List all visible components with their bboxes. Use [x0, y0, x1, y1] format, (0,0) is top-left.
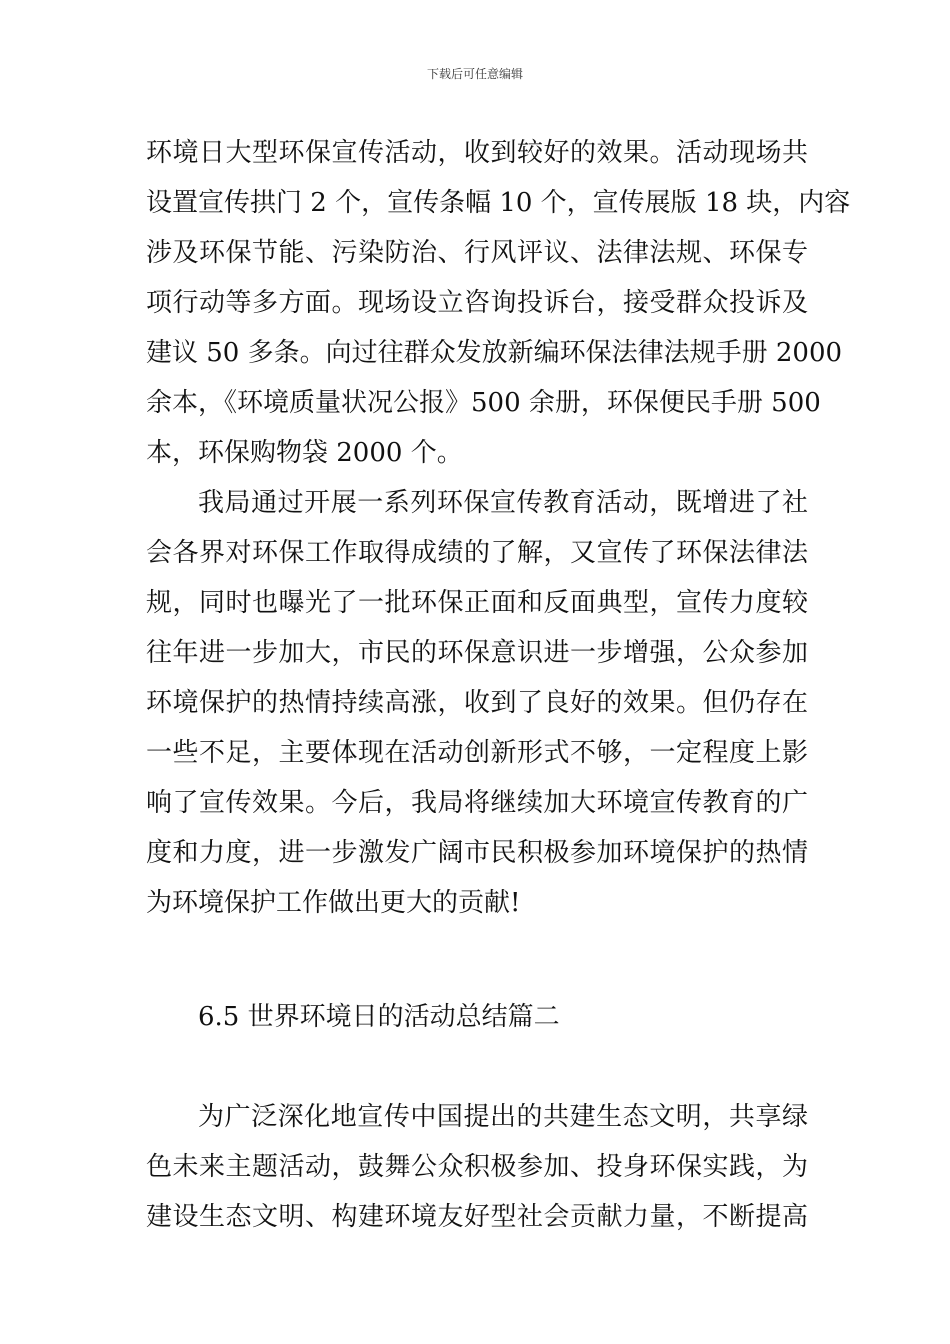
paragraph-3: [146, 1092, 808, 1242]
paragraph-line: 建设生态文明、构建环境友好型社会贡献力量，不断提高: [146, 1202, 808, 1232]
paragraph-1: [146, 128, 851, 478]
paragraph-line: 环境日大型环保宣传活动，收到较好的效果。活动现场共: [146, 138, 808, 168]
paragraph-line: 为广泛深化地宣传中国提出的共建生态文明，共享绿: [198, 1102, 808, 1132]
paragraph-line: 项行动等多方面。现场设立咨询投诉台，接受群众投诉及: [146, 288, 808, 318]
paragraph-line: 本，环保购物袋 2000 个。: [146, 438, 463, 468]
paragraph-line: 涉及环保节能、污染防治、行风评议、法律法规、环保专: [146, 238, 808, 268]
paragraph-line: 余本，《环境质量状况公报》500 余册，环保便民手册 500: [146, 388, 821, 418]
paragraph-line: 规，同时也曝光了一批环保正面和反面典型，宣传力度较: [146, 588, 808, 618]
paragraph-line: 设置宣传拱门 2 个，宣传条幅 10 个，宣传展版 18 块，内容: [146, 188, 851, 218]
paragraph-line: 会各界对环保工作取得成绩的了解，又宣传了环保法律法: [146, 538, 808, 568]
section-heading: 6.5 世界环境日的活动总结篇二: [198, 1002, 560, 1032]
paragraph-line: 往年进一步加大，市民的环保意识进一步增强，公众参加: [146, 638, 808, 668]
page-header-note: 下载后可任意编辑: [426, 67, 523, 81]
spacer: [146, 1042, 808, 1092]
paragraph-line: 环境保护的热情持续高涨，收到了良好的效果。但仍存在: [146, 688, 808, 718]
paragraph-line: 色未来主题活动，鼓舞公众积极参加、投身环保实践，为: [146, 1152, 808, 1182]
paragraph-2: [146, 478, 808, 928]
paragraph-line: 度和力度，进一步激发广阔市民积极参加环境保护的热情: [146, 838, 808, 868]
paragraph-line: 我局通过开展一系列环保宣传教育活动，既增进了社: [198, 488, 808, 518]
spacer: [146, 928, 808, 992]
paragraph-line: 响了宣传效果。今后，我局将继续加大环境宣传教育的广: [146, 788, 808, 818]
document-body: [146, 128, 851, 1242]
paragraph-line: 一些不足，主要体现在活动创新形式不够，一定程度上影: [146, 738, 808, 768]
paragraph-line: 建议 50 多条。向过往群众发放新编环保法律法规手册 2000: [146, 338, 843, 368]
paragraph-line: 为环境保护工作做出更大的贡献!: [146, 888, 521, 918]
